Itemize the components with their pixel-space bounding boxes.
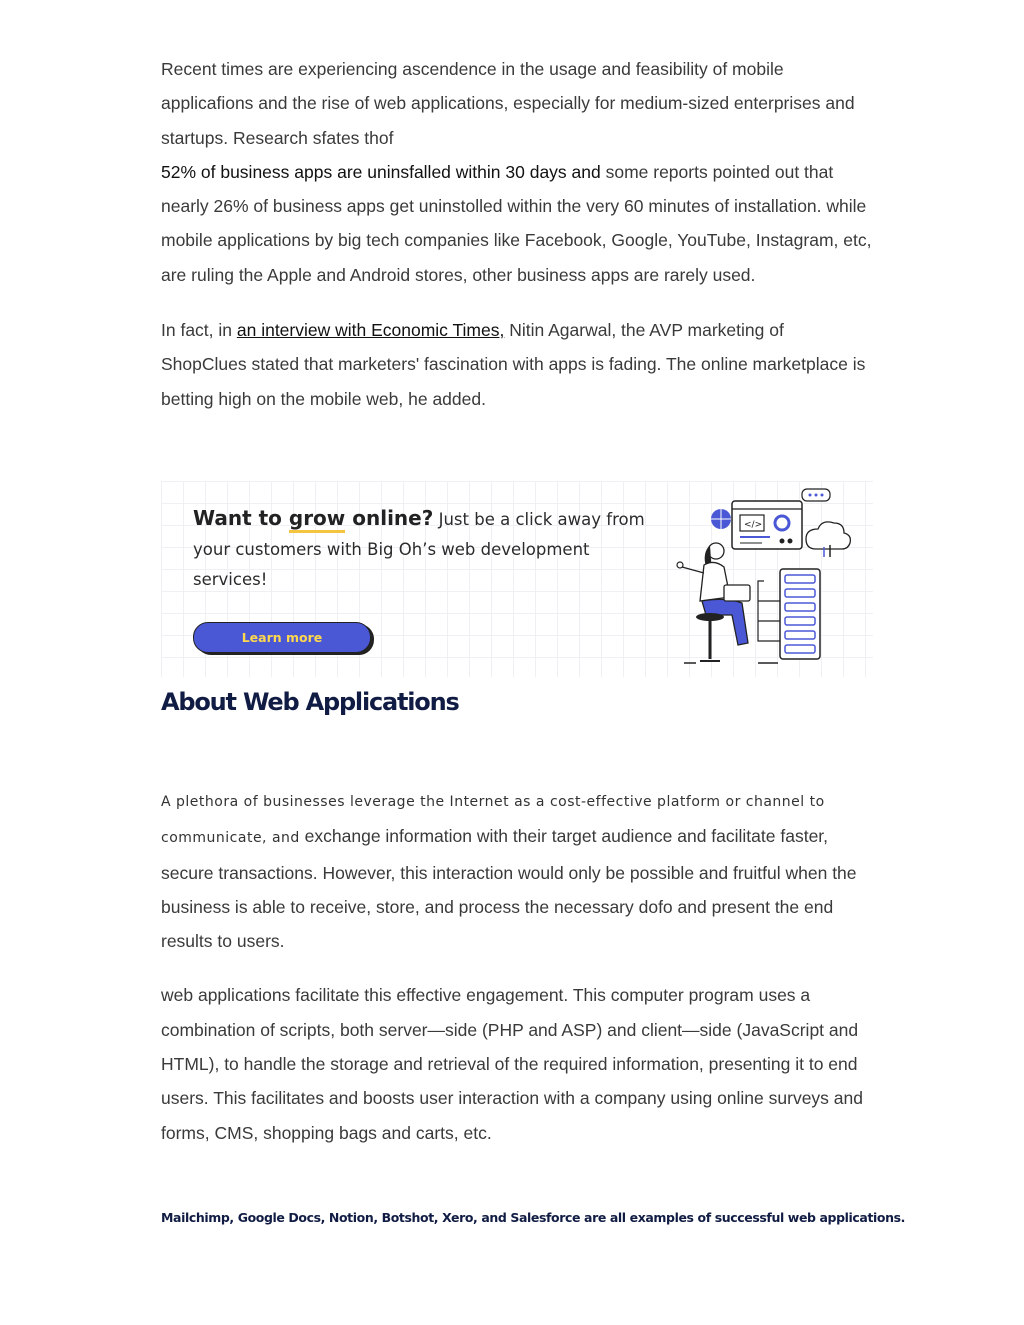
intro-text: Recent times are experiencing ascendence in the usage and feasibility of mobile applicafions and the rise of web applications, especially for medium-sized enterprises and startups. Research sfates thof — [161, 59, 855, 148]
about-intro-rest: exchange information with their target audience and facilitate faster, secure transactions. However, this interaction would only be possible and fruitful when the business is able to receive, store, and process the necessary dofo and present the end results to users. — [161, 826, 857, 952]
intro-text-end: some reports pointed out that nearly 26% of business apps get uninstolled within the very 60 minutes of installation. while mobile applications by big tech companies like Facebook, Google, YouTube, Instagram, etc, are ruling the Apple and Android stores, other business apps are rarely used. — [161, 161, 872, 285]
about-intro-small: A plethora of businesses leverage the Internet as a cost-effective platform or channel to communicate, and — [161, 794, 825, 847]
headline-grow: grow — [289, 506, 345, 533]
banner-text — [193, 503, 663, 595]
headline-pre: Want to — [193, 506, 289, 530]
section-heading: About Web Applications — [161, 688, 459, 716]
learn-more-button[interactable]: Learn more — [193, 622, 371, 653]
banner-headline — [193, 506, 433, 533]
uninstall-stat: 52% of business apps are uninsfalled within 30 days and — [161, 161, 601, 182]
about-paragraph-2: web applications facilitate this effective engagement. This computer program uses a combination of scripts, both server—side (PHP and ASP) and client—side (JavaScript and HTML), to handle the storage and retrieval of the required information, presenting it to end users. This facilitates and boosts user interaction with a company using online surveys and forms, CMS, shopping bags and carts, etc. — [161, 985, 863, 1143]
promo-banner — [161, 481, 873, 677]
about-section — [161, 783, 873, 1150]
svg-text:</>: </> — [744, 520, 763, 530]
interview-text-start: In fact, in — [161, 320, 237, 341]
headline-post: online? — [345, 506, 434, 530]
intro-section — [161, 52, 873, 450]
developer-illustration-icon — [666, 481, 873, 677]
about-paragraph-1 — [161, 783, 873, 958]
examples-line: Mailchimp, Google Docs, Notion, Botshot, Xero, and Salesforce are all examples of successful web applications. — [161, 1210, 906, 1225]
economic-times-link[interactable]: an interview with Economic Times, — [236, 320, 505, 341]
intro-paragraph-1 — [161, 52, 873, 292]
interview-text-end: Nitin Agarwal, the AVP marketing of ShopClues stated that marketers' fascination with apps is fading. The online marketplace is betting high on the mobile web, he added. — [161, 320, 866, 409]
banner-body: Just be a click away from your customers with Big Oh’s web development services! — [193, 510, 645, 589]
intro-paragraph-2 — [161, 313, 873, 416]
